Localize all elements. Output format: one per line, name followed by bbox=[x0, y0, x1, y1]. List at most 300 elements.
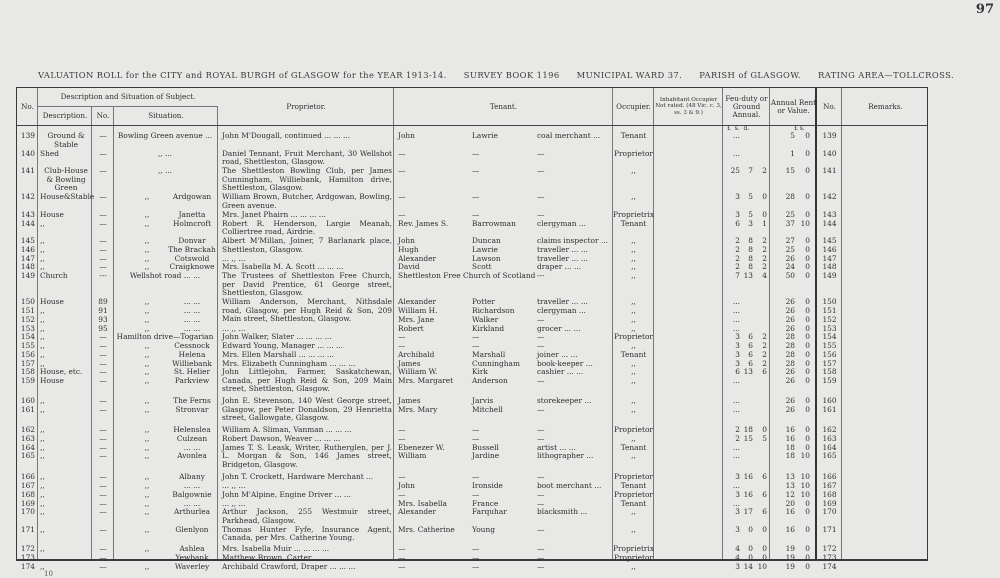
cell-feu-0: 3 bbox=[735, 332, 740, 342]
cell-num: — bbox=[99, 425, 107, 434]
cell-rent-0: 26 bbox=[785, 404, 795, 414]
cell-sa: ,, bbox=[144, 358, 150, 368]
cell-desc: ,, bbox=[40, 552, 45, 562]
header-situation: Situation. bbox=[148, 111, 184, 120]
cell-no: 163 bbox=[822, 433, 837, 443]
cell-feu-0: 4 bbox=[735, 552, 740, 562]
cell-rent-1: 0 bbox=[805, 433, 810, 443]
cell-to: traveller ... ... bbox=[537, 244, 588, 254]
cell-to: clergyman ... bbox=[537, 306, 586, 315]
cell-tf: — bbox=[398, 332, 406, 342]
cell-rent-0: 16 bbox=[785, 433, 795, 443]
cell-no: 166 bbox=[20, 472, 35, 482]
cell-occ: Proprietor bbox=[614, 148, 653, 158]
unit-pounds: £ bbox=[794, 125, 798, 132]
cell-feu-0: 3 bbox=[735, 507, 740, 517]
cell-occ: ,, bbox=[631, 192, 636, 202]
cell-tf: Archibald bbox=[398, 349, 435, 359]
cell-prop: John M'Alpine, Engine Driver ... ... bbox=[222, 489, 351, 499]
cell-no: 149 bbox=[822, 271, 837, 280]
cell-rent-0: 28 bbox=[785, 358, 795, 368]
cell-feu-2: 2 bbox=[762, 341, 767, 350]
cell-to: draper ... ... bbox=[537, 262, 582, 272]
cell-tf: Rev. James S. bbox=[398, 218, 448, 228]
cell-tl: Kirk bbox=[472, 367, 488, 377]
cell-to: — bbox=[537, 404, 545, 414]
cell-num: — bbox=[99, 498, 107, 508]
cell-tf: — bbox=[398, 341, 406, 350]
cell-rent-0: 18 bbox=[785, 442, 795, 452]
cell-sa: ,, ... bbox=[157, 166, 173, 175]
cell-to: — bbox=[537, 148, 545, 158]
cell-no: 164 bbox=[20, 442, 35, 452]
cell-sb: Waverley bbox=[174, 561, 210, 571]
cell-tf: — bbox=[398, 552, 406, 562]
cell-sb: ... ... bbox=[183, 323, 201, 333]
cell-tl: — bbox=[472, 341, 480, 350]
cell-occ: ,, bbox=[631, 367, 636, 377]
cell-sa: ,, bbox=[144, 323, 150, 333]
cell-occ: ,, bbox=[631, 271, 636, 280]
unit-pence: d. bbox=[743, 125, 750, 132]
cell-prop: James T. S. Leask, Writer, Rutherglen, per J. L. Morgan & Son, 146 James street, Bridgeton, Glasgow. bbox=[222, 442, 392, 469]
cell-occ: ,, bbox=[631, 451, 636, 461]
cell-sb: Williebank bbox=[172, 358, 212, 368]
cell-sb: Culzean bbox=[176, 433, 208, 443]
cell-no: 174 bbox=[822, 561, 837, 571]
cell-no: 161 bbox=[822, 404, 837, 414]
cell-no: 146 bbox=[20, 244, 35, 254]
cell-num: — bbox=[99, 341, 107, 350]
cell-tl: — bbox=[472, 433, 480, 443]
cell-feu-2: 0 bbox=[762, 192, 767, 202]
cell-tl: Richardson bbox=[472, 306, 515, 315]
cell-prop: Robert R. Henderson, Largie Meanah, Colliertree road, Airdrie. bbox=[222, 218, 392, 237]
cell-to: grocer ... ... bbox=[537, 323, 581, 333]
cell-feu-2: 6 bbox=[762, 367, 767, 377]
cell-no: 143 bbox=[822, 209, 837, 219]
cell-feu-2: 2 bbox=[762, 349, 767, 359]
cell-no: 168 bbox=[20, 489, 35, 499]
cell-prop: Mrs. Elizabeth Cunningham ... ... ... bbox=[222, 358, 356, 368]
cell-sa: ,, bbox=[144, 244, 150, 254]
cell-feu-0: 2 bbox=[735, 262, 740, 272]
cell-feu-1: 0 bbox=[748, 552, 753, 562]
cell-to: — bbox=[537, 209, 545, 219]
cell-feu-1: 8 bbox=[748, 253, 753, 263]
cell-occ: ,, bbox=[631, 524, 636, 534]
cell-num: — bbox=[99, 451, 107, 461]
cell-prop: Matthew Brown, Carter ... ... ... bbox=[222, 552, 340, 562]
cell-feu-1: 6 bbox=[748, 358, 753, 368]
cell-feu-2: 2 bbox=[762, 244, 767, 254]
cell-tl: Cunningham bbox=[472, 358, 520, 368]
cell-tf: Shettleston Free Church of Scotland bbox=[398, 271, 536, 280]
cell-desc: ,, bbox=[40, 396, 45, 406]
cell-feu-0: ... bbox=[732, 306, 740, 315]
cell-tf: — bbox=[398, 166, 406, 175]
cell-feu-0: 3 bbox=[735, 192, 740, 202]
cell-desc: ,, bbox=[40, 451, 45, 461]
cell-sa: Wellshot road ... ... bbox=[129, 271, 201, 280]
cell-desc: ,, bbox=[40, 433, 45, 443]
cell-sb: The Brackah bbox=[168, 244, 216, 254]
cell-feu-0: ... bbox=[732, 442, 740, 452]
cell-rent-1: 0 bbox=[805, 442, 810, 452]
cell-desc: ,, bbox=[40, 425, 45, 434]
cell-rent-0: 25 bbox=[785, 209, 795, 219]
cell-tl: Scott bbox=[472, 262, 492, 272]
cell-tl: — bbox=[472, 332, 480, 342]
cell-feu-0: 7 bbox=[735, 271, 740, 280]
cell-no: 169 bbox=[822, 498, 837, 508]
cell-num: — bbox=[99, 489, 107, 499]
cell-rent-1: 0 bbox=[805, 349, 810, 359]
cell-no: 160 bbox=[822, 396, 837, 406]
cell-no: 142 bbox=[822, 192, 837, 202]
cell-tf: John bbox=[398, 236, 415, 245]
cell-rent-1: 0 bbox=[805, 376, 810, 385]
cell-occ: Proprietor bbox=[614, 489, 653, 499]
cell-sa: Bowling Green avenue ... bbox=[117, 131, 213, 140]
cell-no: 171 bbox=[822, 524, 837, 534]
cell-feu-0: 3 bbox=[735, 358, 740, 368]
cell-feu-2: 4 bbox=[762, 271, 767, 280]
cell-prop: Mrs. Isabella Muir ... ... ... ... bbox=[222, 544, 330, 553]
table-row bbox=[17, 272, 927, 298]
cell-sb: Yewbank bbox=[175, 552, 209, 562]
cell-feu-0: 25 bbox=[730, 166, 740, 175]
cell-tl: Jarvis bbox=[472, 396, 494, 406]
cell-num: — bbox=[99, 367, 107, 377]
cell-rent-1: 10 bbox=[800, 481, 810, 490]
cell-prop: John Littlejohn, Farmer, Saskatchewan, Canada, per Hugh Reid & Son, 209 Main street, Shettleston, Glasgow. bbox=[222, 367, 392, 394]
cell-no: 151 bbox=[822, 306, 837, 315]
cell-tl: — bbox=[472, 192, 480, 202]
cell-desc: Shed bbox=[40, 148, 59, 158]
cell-tf: — bbox=[398, 433, 406, 443]
cell-no: 144 bbox=[822, 218, 837, 228]
cell-rent-1: 0 bbox=[805, 358, 810, 368]
cell-no: 142 bbox=[20, 192, 35, 202]
cell-tf: James bbox=[398, 358, 421, 368]
cell-desc: ,, bbox=[40, 472, 45, 482]
cell-tl: Barrowman bbox=[472, 218, 516, 228]
cell-num: 95 bbox=[98, 323, 108, 333]
cell-sb: Balgownie bbox=[172, 489, 212, 499]
cell-no: 159 bbox=[822, 376, 837, 385]
cell-sb: Janetta bbox=[178, 209, 206, 219]
cell-feu-0: 2 bbox=[735, 236, 740, 245]
cell-rent-0: 26 bbox=[785, 367, 795, 377]
cell-no: 173 bbox=[822, 552, 837, 562]
cell-sa: ,, bbox=[144, 561, 150, 571]
cell-sa: ,, bbox=[144, 507, 150, 517]
cell-feu-1: 5 bbox=[748, 192, 753, 202]
cell-desc: ,, bbox=[40, 236, 45, 245]
cell-tl: Lawrie bbox=[472, 244, 498, 254]
cell-tf: Hugh bbox=[398, 244, 419, 254]
cell-num: — bbox=[99, 218, 107, 228]
cell-sa: ,, bbox=[144, 192, 150, 202]
cell-desc: ,, bbox=[40, 341, 45, 350]
cell-sa: ,, bbox=[144, 209, 150, 219]
footnote: 10 bbox=[44, 570, 53, 578]
cell-rent-0: 27 bbox=[785, 236, 795, 245]
cell-prop: William Anderson, Merchant, Nithsdale road, Glasgow, per Hugh Reid & Son, 209 Main street, Shettleston, Glasgow. bbox=[222, 297, 392, 324]
cell-rent-1: 0 bbox=[805, 253, 810, 263]
cell-num: — bbox=[99, 192, 107, 202]
cell-num: — bbox=[99, 376, 107, 385]
cell-tf: James bbox=[398, 396, 421, 406]
unit-shillings: s. bbox=[734, 125, 740, 132]
valuation-table bbox=[16, 87, 928, 571]
cell-no: 154 bbox=[822, 332, 837, 342]
cell-rent-0: 26 bbox=[785, 253, 795, 263]
cell-rent-1: 0 bbox=[805, 332, 810, 342]
cell-tf: Mrs. Margaret bbox=[398, 376, 454, 385]
cell-prop: Archibald Crawford, Draper ... ... ... bbox=[222, 561, 356, 571]
cell-desc: ,, bbox=[40, 404, 45, 414]
cell-rent-0: 50 bbox=[785, 271, 795, 280]
cell-tl: Kirkland bbox=[472, 323, 505, 333]
cell-feu-1: 6 bbox=[748, 349, 753, 359]
cell-no: 150 bbox=[822, 297, 837, 307]
title-main: VALUATION ROLL for the CITY and ROYAL BURGH of GLASGOW for the YEAR 1913-14. bbox=[38, 70, 447, 80]
cell-prop: ... ,, ... bbox=[222, 253, 246, 263]
cell-no: 157 bbox=[20, 358, 35, 368]
cell-occ: ,, bbox=[631, 507, 636, 517]
cell-desc: House&Stable bbox=[40, 192, 95, 202]
cell-no: 152 bbox=[20, 314, 35, 324]
cell-rent-1: 0 bbox=[805, 209, 810, 219]
cell-to: — bbox=[537, 376, 545, 385]
cell-sb: ... ... bbox=[183, 498, 201, 508]
cell-to: blacksmith ... bbox=[537, 507, 588, 517]
cell-sb: ... ... bbox=[183, 442, 201, 452]
cell-no: 167 bbox=[20, 481, 35, 490]
cell-sa: ,, bbox=[144, 552, 150, 562]
cell-tf: William bbox=[398, 451, 427, 461]
cell-feu-2: 0 bbox=[762, 209, 767, 219]
cell-sa: ,, bbox=[144, 341, 150, 350]
cell-tf: Alexander bbox=[398, 253, 437, 263]
cell-tl: — bbox=[472, 472, 480, 482]
cell-num: — bbox=[99, 148, 107, 158]
cell-no: 154 bbox=[20, 332, 35, 342]
cell-feu-1: 6 bbox=[748, 341, 753, 350]
cell-tf: — bbox=[398, 209, 406, 219]
cell-sa: ,, bbox=[144, 253, 150, 263]
cell-tl: Marshall bbox=[472, 349, 506, 359]
cell-to: — bbox=[537, 561, 545, 571]
cell-sb: Avonlea bbox=[177, 451, 207, 461]
cell-desc: ,, bbox=[40, 524, 45, 534]
cell-feu-0: ... bbox=[732, 498, 740, 508]
cell-desc: ,, bbox=[40, 507, 45, 517]
cell-desc: ,, bbox=[40, 306, 45, 315]
cell-no: 147 bbox=[20, 253, 35, 263]
cell-no: 157 bbox=[822, 358, 837, 368]
cell-feu-2: 1 bbox=[762, 218, 767, 228]
cell-sa: ,, bbox=[144, 236, 150, 245]
cell-no: 166 bbox=[822, 472, 837, 482]
title-rating-area: RATING AREA—TOLLCROSS. bbox=[818, 70, 955, 80]
cell-to: book-keeper ... bbox=[537, 358, 593, 368]
cell-prop: John Walker, Slater ... ... ... ... bbox=[222, 332, 332, 342]
cell-rent-1: 0 bbox=[805, 192, 810, 202]
cell-tl: — bbox=[472, 544, 480, 553]
cell-tf: Mrs. Mary bbox=[398, 404, 438, 414]
cell-prop: Mrs. Isabella M. A. Scott ... ... ... bbox=[222, 262, 344, 272]
cell-feu-0: 6 bbox=[735, 218, 740, 228]
cell-sa: ,, bbox=[144, 367, 150, 377]
cell-feu-0: 3 bbox=[735, 349, 740, 359]
cell-feu-2: 0 bbox=[762, 524, 767, 534]
cell-rent-0: 20 bbox=[785, 498, 795, 508]
cell-occ: Tenant bbox=[620, 349, 647, 359]
table-row bbox=[17, 377, 927, 397]
cell-no: 169 bbox=[20, 498, 35, 508]
cell-rent-0: 16 bbox=[785, 425, 795, 434]
cell-occ: Proprietor bbox=[614, 332, 653, 342]
cell-sb: Helenslea bbox=[173, 425, 211, 434]
cell-no: 148 bbox=[822, 262, 837, 272]
cell-prop: ... ,, ... bbox=[222, 498, 246, 508]
cell-num: — bbox=[99, 253, 107, 263]
cell-desc: ,, bbox=[40, 244, 45, 254]
cell-tl: Bussell bbox=[472, 442, 499, 452]
cell-feu-0: 6 bbox=[735, 367, 740, 377]
cell-feu-2: 0 bbox=[762, 425, 767, 434]
cell-num: — bbox=[99, 561, 107, 571]
cell-to: — bbox=[537, 341, 545, 350]
cell-desc: ,, bbox=[40, 442, 45, 452]
cell-feu-0: 2 bbox=[735, 433, 740, 443]
cell-feu-1: 16 bbox=[743, 472, 753, 482]
cell-rent-1: 0 bbox=[805, 323, 810, 333]
cell-num: — bbox=[99, 349, 107, 359]
cell-no: 158 bbox=[20, 367, 35, 377]
cell-feu-1: 0 bbox=[748, 544, 753, 553]
header-feu-duty: Feu-duty or Ground Annual. bbox=[725, 93, 768, 119]
cell-to: — bbox=[537, 544, 545, 553]
cell-occ: ,, bbox=[631, 166, 636, 175]
cell-rent-0: 13 bbox=[785, 481, 795, 490]
cell-rent-0: 19 bbox=[785, 561, 795, 571]
cell-tl: Walker bbox=[472, 314, 499, 324]
cell-feu-1: 8 bbox=[748, 244, 753, 254]
cell-feu-2: 6 bbox=[762, 489, 767, 499]
cell-feu-0: 3 bbox=[735, 561, 740, 571]
cell-to: — bbox=[537, 472, 545, 482]
cell-tl: Farquhar bbox=[472, 507, 507, 517]
cell-num: — bbox=[99, 396, 107, 406]
cell-rent-0: 24 bbox=[785, 262, 795, 272]
cell-feu-0: ... bbox=[732, 396, 740, 406]
cell-num: — bbox=[99, 236, 107, 245]
table-row bbox=[17, 508, 927, 526]
cell-to: traveller ... ... bbox=[537, 297, 588, 307]
cell-no: 156 bbox=[822, 349, 837, 359]
cell-feu-1: 14 bbox=[743, 561, 753, 571]
cell-rent-1: 10 bbox=[800, 472, 810, 482]
cell-no: 150 bbox=[20, 297, 35, 307]
header-annual-rent: Annual Rent or Value. bbox=[770, 97, 817, 115]
header-no-right: No. bbox=[823, 101, 836, 111]
cell-feu-0: 3 bbox=[735, 524, 740, 534]
cell-tl: — bbox=[472, 209, 480, 219]
cell-tl: — bbox=[472, 561, 480, 571]
cell-feu-0: ... bbox=[732, 404, 740, 414]
cell-num: — bbox=[99, 404, 107, 414]
cell-feu-0: ... bbox=[732, 323, 740, 333]
cell-occ: ,, bbox=[631, 358, 636, 368]
cell-desc: ,, bbox=[40, 544, 45, 553]
cell-sb: Cotswold bbox=[174, 253, 210, 263]
cell-to: coal merchant ... bbox=[537, 131, 601, 140]
cell-tl: France bbox=[472, 498, 499, 508]
cell-sb: Stronvar bbox=[175, 404, 209, 414]
cell-prop: William Brown, Butcher, Ardgowan, Bowling, Green avenue. bbox=[222, 192, 392, 210]
cell-to: boot merchant ... bbox=[537, 481, 602, 490]
cell-occ: ,, bbox=[631, 323, 636, 333]
cell-to: — bbox=[537, 332, 545, 342]
cell-feu-0: 3 bbox=[735, 489, 740, 499]
cell-sb: ... ... bbox=[183, 481, 201, 490]
cell-desc: Church bbox=[40, 271, 68, 280]
cell-no: 171 bbox=[20, 524, 35, 534]
cell-sb: Holmcroft bbox=[172, 218, 212, 228]
cell-no: 162 bbox=[822, 425, 837, 434]
cell-rent-1: 0 bbox=[805, 131, 810, 140]
cell-no: 165 bbox=[822, 451, 837, 461]
cell-sa: ,, bbox=[144, 297, 150, 307]
table-row bbox=[17, 406, 927, 426]
cell-num: — bbox=[99, 332, 107, 342]
cell-sb: Albany bbox=[179, 472, 205, 482]
cell-no: 168 bbox=[822, 489, 837, 499]
cell-feu-0: 2 bbox=[735, 253, 740, 263]
cell-desc: ,, bbox=[40, 489, 45, 499]
cell-prop: John M'Dougall, continued ... ... ... bbox=[222, 131, 351, 140]
cell-feu-1: 13 bbox=[743, 271, 753, 280]
cell-no: 156 bbox=[20, 349, 35, 359]
cell-no: 173 bbox=[20, 552, 35, 562]
cell-sa: ,, bbox=[144, 481, 150, 490]
cell-rent-0: 15 bbox=[785, 166, 795, 175]
cell-rent-1: 0 bbox=[805, 341, 810, 350]
cell-num: — bbox=[99, 433, 107, 443]
cell-sa: Hamilton drive—Togarian bbox=[116, 332, 214, 342]
cell-occ: Proprietor bbox=[614, 552, 653, 562]
cell-tl: — bbox=[472, 489, 480, 499]
cell-sa: ,, bbox=[144, 425, 150, 434]
cell-no: 145 bbox=[20, 236, 35, 245]
cell-feu-0: 3 bbox=[735, 209, 740, 219]
cell-sb: ... ... bbox=[183, 314, 201, 324]
header-proprietor: Proprietor. bbox=[286, 101, 326, 111]
cell-no: 139 bbox=[20, 131, 35, 140]
cell-num: — bbox=[99, 131, 107, 140]
cell-rent-0: 37 bbox=[785, 218, 795, 228]
cell-desc: Ground & Stable bbox=[47, 131, 85, 149]
cell-sb: The Ferns bbox=[173, 396, 211, 406]
cell-no: 158 bbox=[822, 367, 837, 377]
cell-no: 170 bbox=[822, 507, 837, 517]
cell-rent-0: 13 bbox=[785, 472, 795, 482]
cell-to: lithographer ... bbox=[537, 451, 594, 461]
